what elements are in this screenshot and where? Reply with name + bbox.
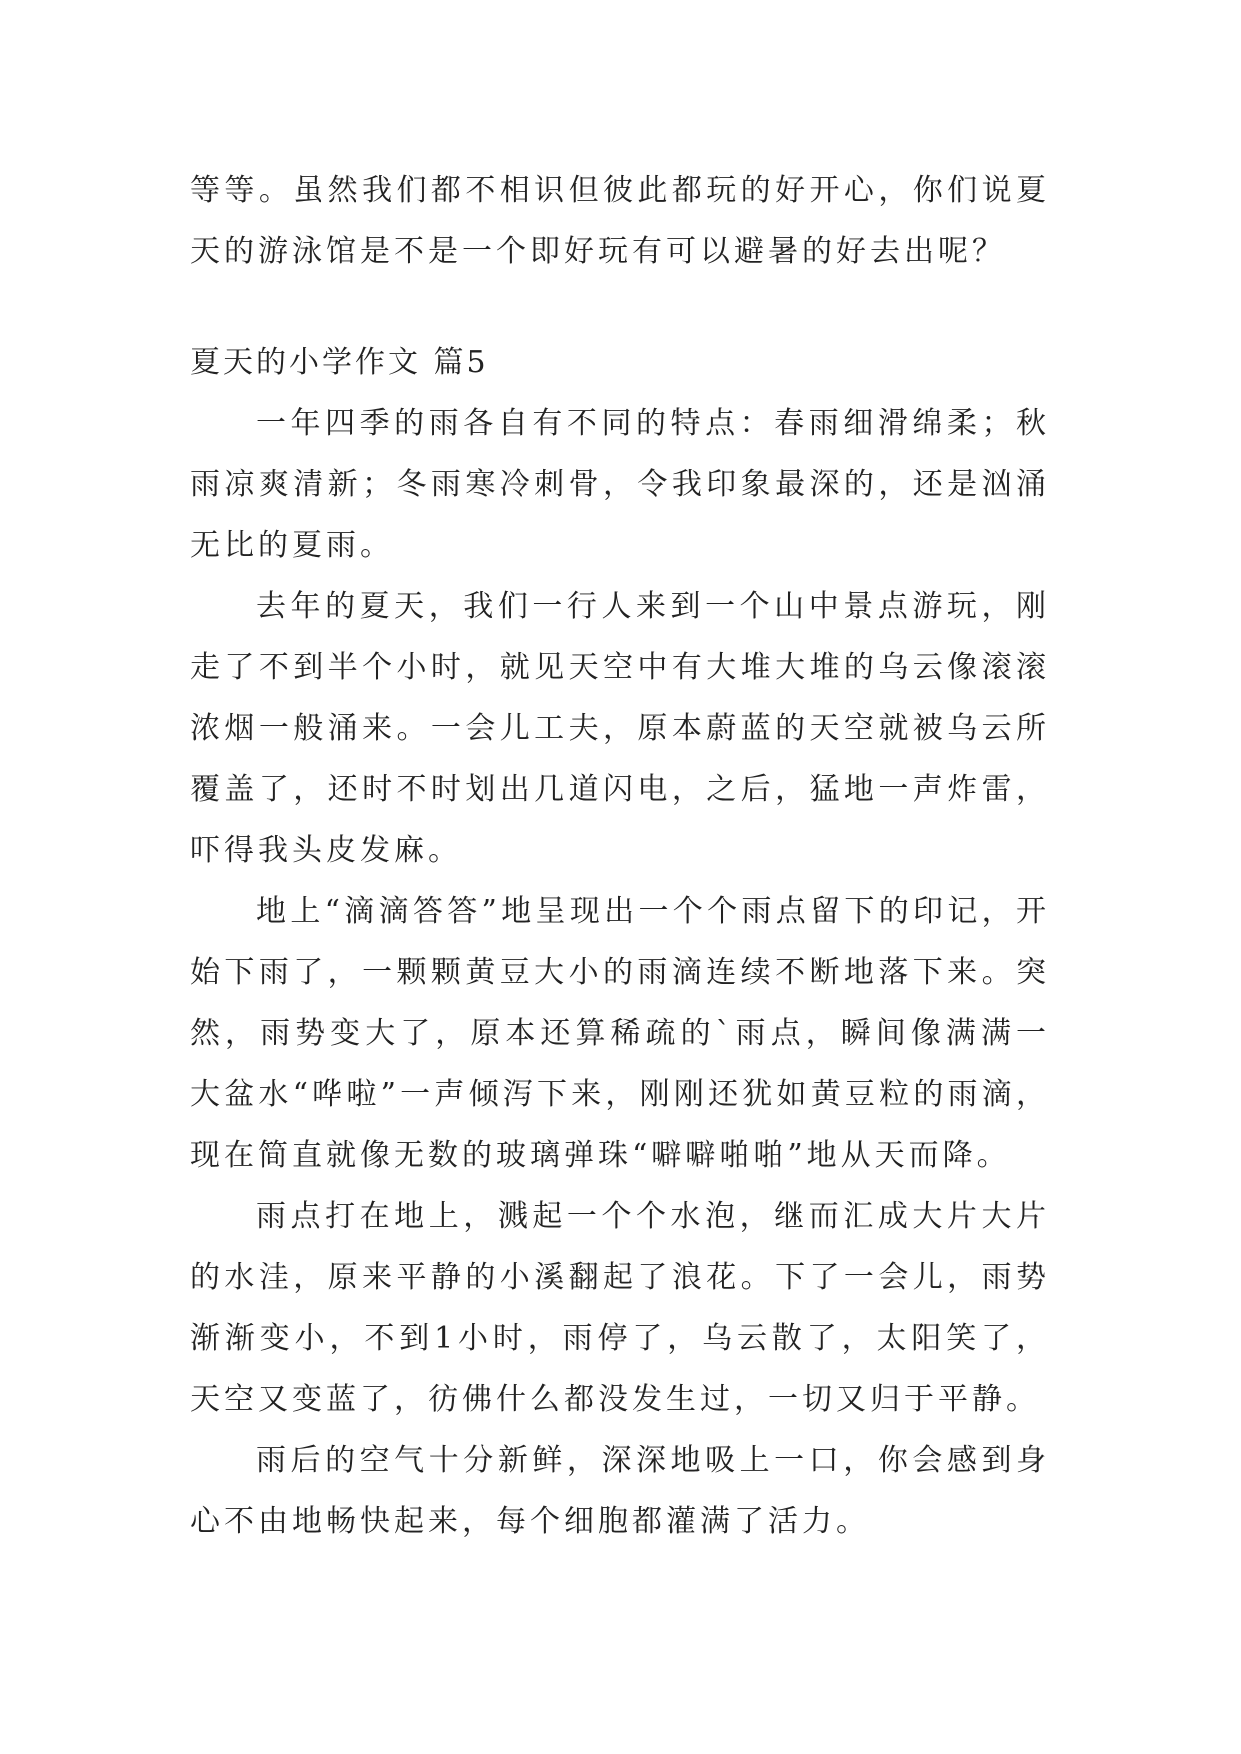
paragraph-2: 去年的夏天，我们一行人来到一个山中景点游玩，刚走了不到半个小时，就见天空中有大堆大堆的乌云像滚滚浓烟一般涌来。一会儿工夫，原本蔚蓝的天空就被乌云所覆盖了，还时不时划出几道闪电，之后，猛地一声炸雷，吓得我头皮发麻。	[190, 589, 1050, 868]
continuation-paragraph: 等等。虽然我们都不相识但彼此都玩的好开心，你们说夏天的游泳馆是不是一个即好玩有可以避暑的好去出呢？	[190, 173, 1050, 269]
document-page	[190, 160, 1050, 1552]
section-title: 夏天的小学作文 篇5	[190, 345, 489, 380]
paragraph-5: 雨后的空气十分新鲜，深深地吸上一口，你会感到身心不由地畅快起来，每个细胞都灌满了活力。	[190, 1443, 1050, 1539]
paragraph-4: 雨点打在地上，溅起一个个水泡，继而汇成大片大片的水洼，原来平静的小溪翻起了浪花。下了一会儿，雨势渐渐变小，不到1小时，雨停了，乌云散了，太阳笑了，天空又变蓝了，彷佛什么都没发生过，一切又归于平静。	[190, 1199, 1050, 1417]
paragraph-3: 地上“滴滴答答”地呈现出一个个雨点留下的印记，开始下雨了，一颗颗黄豆大小的雨滴连续不断地落下来。突然，雨势变大了，原本还算稀疏的`雨点，瞬间像满满一大盆水“哗啦”一声倾泻下来，刚刚还犹如黄豆粒的雨滴，现在简直就像无数的玻璃弹珠“噼噼啪啪”地从天而降。	[190, 894, 1050, 1173]
paragraph-1: 一年四季的雨各自有不同的特点：春雨细滑绵柔；秋雨凉爽清新；冬雨寒冷刺骨，令我印象最深的，还是汹涌无比的夏雨。	[190, 406, 1050, 563]
section-gap	[190, 282, 1050, 332]
